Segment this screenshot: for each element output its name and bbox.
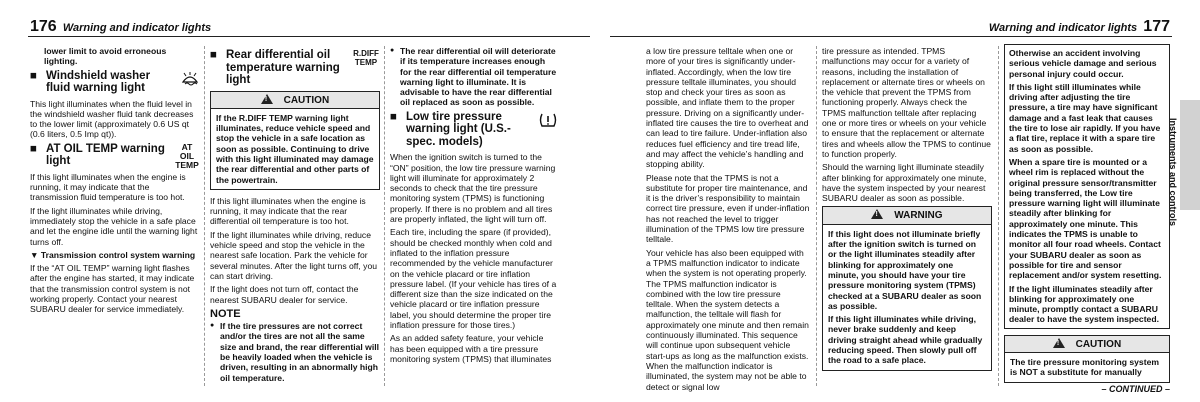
washer-heading bbox=[30, 70, 200, 95]
at-oil-temp-icon: AT OIL TEMP bbox=[175, 141, 199, 170]
tpms-text-2: Please note that the TPMS is not a substitute for proper tire maintenance, and it is the driver’s responsibility to maintain correct tire pressure, even if under-inflation has not reached the level to trigger illumination of the TPMS low tire pressure telltale. bbox=[646, 172, 810, 245]
note-bullet-2: ● The rear differential oil will deteriorate if its temperature increases enough for the rear differential oil temperature warning light to illuminate. It is advisable to have the rear differential oil replaced as soon as possible. bbox=[390, 46, 558, 108]
column-2 bbox=[210, 46, 380, 386]
caution-box bbox=[210, 91, 380, 190]
atoil-heading bbox=[30, 143, 200, 168]
lowtire-text-3: As an added safety feature, your vehicle has been equipped with a tire pressure monitoring system (TPMS) that illuminates bbox=[390, 333, 552, 364]
header-title: Warning and indicator lights bbox=[62, 22, 212, 34]
header-rule bbox=[28, 36, 590, 37]
intro-text: lower limit to avoid erroneous lighting. bbox=[44, 46, 167, 67]
warning-cont-text-2: If this light still illuminates while driving after adjusting the tire pressure, a tire may have significant damage and a fast leak that causes the tire to lose air rapidly. If you have a flat tire, replace it with a spare tire as soon as possible. bbox=[1009, 81, 1161, 154]
warning-label: WARNING bbox=[894, 210, 943, 222]
column-1 bbox=[646, 46, 810, 395]
note-bullet-1: ● If the tire pressures are not correct and/or the tires are not all the same size and brand, the rear differential will be heavily loaded when the vehicle is driven, resulting in an abnormally high oil temperature. bbox=[210, 321, 380, 383]
warning-box-continued bbox=[1004, 44, 1170, 329]
page-header-right bbox=[989, 18, 1170, 36]
caution-header bbox=[1005, 336, 1169, 353]
caution-header bbox=[211, 92, 379, 109]
rdiff-heading-text: Rear differential oil temperature warning light bbox=[226, 49, 340, 86]
warning-cont-text-3: When a spare tire is mounted or a wheel rim is replaced without the original pressure sensor/transmitter being transferred, the Low tire pressure warning light will illuminate steadily after blinking for approximately one minute. This indicates the TPMS is unable to monitor all four road wheels. Contact your SUBARU dealer as soon as possible for tire and sensor replacement and/or system resetting. bbox=[1009, 156, 1162, 281]
continued-label: – CONTINUED – bbox=[1101, 384, 1170, 394]
section-label: Instruments and controls bbox=[1168, 118, 1178, 227]
column-divider bbox=[998, 46, 999, 386]
warning-box bbox=[822, 206, 992, 370]
tpms-text-4: tire pressure as intended. TPMS malfunctions may occur for a variety of reasons, including the installation of replacement or alternate tires or wheels on the vehicle that prevent the TPMS from functioning properly. Always check the TPMS malfunction telltale after replacing one or more tires or wheels on your vehicle to ensure that the replacement or alternate tires and wheels allow the TPMS to continue to function properly. bbox=[822, 46, 991, 159]
square-bullet-icon: ■ bbox=[30, 142, 37, 155]
square-bullet-icon: ■ bbox=[210, 49, 217, 61]
warning-header bbox=[823, 207, 991, 224]
column-3 bbox=[1004, 44, 1170, 389]
tcs-heading bbox=[30, 250, 200, 260]
atoil-text-2: If the light illuminates while driving, immediately stop the vehicle in a safe place and let the engine idle until the warning light turns off. bbox=[30, 205, 198, 247]
column-divider bbox=[816, 46, 817, 386]
caution-label: CAUTION bbox=[283, 94, 330, 106]
warning-cont-text-1: Otherwise an accident involving serious vehicle damage and serious personal injury could occur. bbox=[1009, 48, 1157, 79]
warning-cont-text-4: If the light illuminates steadily after blinking for approximately one minute, promptly contact a SUBARU dealer to have the system inspected. bbox=[1009, 283, 1159, 325]
warning-triangle-icon bbox=[871, 209, 883, 219]
square-bullet-icon: ■ bbox=[390, 110, 397, 123]
column-1 bbox=[30, 46, 200, 318]
right-page bbox=[610, 0, 1200, 402]
header-rule bbox=[610, 36, 1172, 37]
tpms-text-5: Should the warning light illuminate steadily after blinking for approximately one minute, have the system inspected by your nearest SUBARU dealer as soon as possible. bbox=[822, 162, 987, 204]
lowtire-text-2: Each tire, including the spare (if provided), should be checked monthly when cold and inflated to the inflation pressure recommended by the vehicle manufacturer on the vehicle placard or tire inflation pressure label. (If your vehicle has tires of a different size than the size indicated on the vehicle placard or tire inflation pressure label, you should determine the proper tire inflation pressure for those tires.) bbox=[390, 227, 557, 331]
caution-box bbox=[1004, 335, 1170, 383]
atoil-text-1: If this light illuminates when the engine is running, it may indicate that the transmission fluid temperature is too hot. bbox=[30, 171, 186, 203]
header-title: Warning and indicator lights bbox=[988, 22, 1138, 34]
tcs-text: If the “AT OIL TEMP” warning light flashes after the engine has started, it may indicate that the transmission control system is not working properly. Contact your nearest SUBARU dealer for service immediately. bbox=[30, 263, 195, 315]
section-tab bbox=[1180, 100, 1200, 210]
page-header-left bbox=[30, 18, 211, 36]
rdiff-text-3: If the light does not turn off, contact the nearest SUBARU dealer for service. bbox=[210, 284, 359, 305]
column-divider bbox=[384, 46, 385, 386]
rdiff-text-1: If this light illuminates when the engine is running, it may indicate that the rear differential oil temperature is too hot. bbox=[210, 195, 366, 227]
caution-body: The tire pressure monitoring system is NOT a substitute for manually bbox=[1010, 357, 1159, 378]
tire-pressure-icon bbox=[538, 111, 558, 129]
washer-heading-text: Windshield washer fluid warning light bbox=[46, 69, 151, 95]
caution-label: CAUTION bbox=[1075, 338, 1122, 350]
column-divider bbox=[204, 46, 205, 386]
warning-text-1: If this light does not illuminate briefly after the ignition switch is turned on or the light illuminates steadily after blinking for approximately one minute, you should have your tire pressure monitoring system (TPMS) checked at a SUBARU dealer as soon as possible. bbox=[828, 228, 982, 311]
tpms-text-3: Your vehicle has also been equipped with a TPMS malfunction indicator to indicate when the system is not operating properly. The TPMS malfunction indicator is combined with the low tire pressure telltale. When the system detects a malfunction, the telltale will flash for approximately one minute and then remain continuously illuminated. This sequence will continue upon subsequent vehicle start-ups as long as the malfunction exists. When the malfunction indicator is illuminated, the system may not be able to detect or signal low bbox=[646, 247, 809, 392]
washer-text: This light illuminates when the fluid level in the windshield washer fluid tank decreases to the lower limit (approximately 0.6 US qt (0.6 liters, 0.5 Imp qt)). bbox=[30, 98, 194, 140]
rdiff-heading bbox=[210, 49, 380, 87]
rdiff-temp-icon: R.DIFF TEMP bbox=[353, 49, 379, 67]
tcs-heading-text: Transmission control system warning bbox=[40, 249, 196, 260]
lowtire-text-1: When the ignition switch is turned to the “ON” position, the low tire pressure warning light will illuminate for approximately 2 seconds to check that the tire pressure monitoring system (TPMS) is functioning properly. If there is no problem and all tires are properly inflated, the light will turn off. bbox=[390, 152, 556, 225]
note-heading: NOTE bbox=[210, 307, 241, 320]
page-number: 176 bbox=[30, 18, 57, 35]
triangle-bullet-icon: ▼ bbox=[30, 249, 39, 260]
square-bullet-icon: ■ bbox=[30, 69, 37, 82]
lowtire-heading bbox=[390, 111, 558, 149]
warning-body bbox=[823, 225, 991, 370]
lowtire-heading-text: Low tire pressure warning light (U.S.-spec. models) bbox=[406, 110, 511, 148]
atoil-heading-text: AT OIL TEMP warning light bbox=[46, 142, 165, 168]
warning-text-2: If this light illuminates while driving, never brake suddenly and keep driving straight ahead while gradually reducing speed. Then slowly pull off the road to a safe place. bbox=[828, 314, 983, 366]
warning-triangle-icon bbox=[1053, 338, 1065, 348]
warning-triangle-icon bbox=[261, 94, 273, 104]
tpms-text-1: a low tire pressure telltale when one or more of your tires is significantly under-inflated. Accordingly, when the low tire pressure telltale illuminates, you should stop and check your tires as soon as possible, and inflate them to the proper pressure. Driving on a significantly under-inflated tire causes the tire to overheat and can lead to tire failure. Under-inflation also reduces fuel efficiency and tire tread life, and may affect the vehicle’s handling and stopping ability. bbox=[646, 46, 809, 170]
rdiff-text-2: If the light illuminates while driving, reduce vehicle speed and stop the vehicle in the nearest safe location. Park the vehicle for several minutes. After the light turns off, you can start driving. bbox=[210, 229, 378, 281]
column-3 bbox=[390, 46, 558, 367]
column-2 bbox=[822, 46, 992, 377]
washer-fluid-icon bbox=[180, 70, 200, 86]
left-page bbox=[0, 0, 590, 402]
page-number: 177 bbox=[1143, 18, 1170, 35]
caution-body: If the R.DIFF TEMP warning light illuminates, reduce vehicle speed and stop the vehicle in a safe location as soon as possible. Continuing to drive with this light illuminated may damage the rear differential and other parts of the powertrain. bbox=[216, 112, 374, 185]
